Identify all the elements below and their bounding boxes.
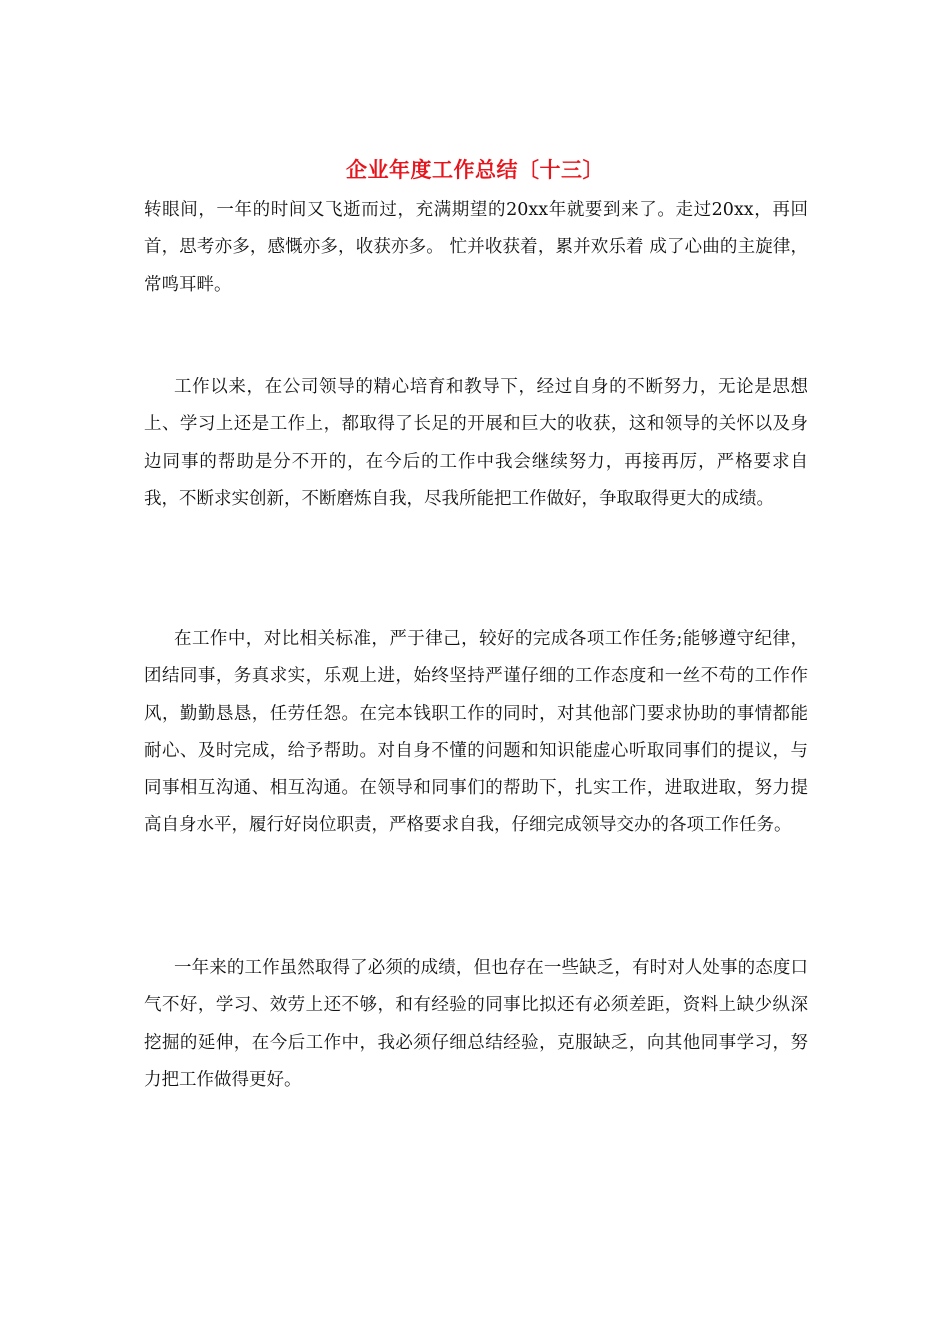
- document-title: 企业年度工作总结〔十三〕: [346, 157, 604, 182]
- paragraph-work-progress: 工作以来，在公司领导的精心培育和教导下，经过自身的不断努力，无论是思想上、学习上还是工作上，都取得了长足的开展和巨大的收获，这和领导的关怀以及身边同事的帮助是分不开的，在今后的工作中我会继续努力，再接再厉，严格要求自我，不断求实创新，不断磨炼自我，尽我所能把工作做好，争取取得更大的成绩。: [144, 377, 808, 509]
- paragraph-intro: 转眼间，一年的时间又飞逝而过，充满期望的20xx年就要到来了。走过20xx，再回首，思考亦多，感慨亦多，收获亦多。 忙并收获着，累并欢乐着 成了心曲的主旋律，常鸣耳畔。: [144, 200, 808, 295]
- paragraph-shortcomings: 一年来的工作虽然取得了必须的成绩，但也存在一些缺乏，有时对人处事的态度口气不好，学习、效劳上还不够，和有经验的同事比拟还有必须差距，资料上缺少纵深挖掘的延伸，在今后工作中，我必须仔细总结经验，克服缺乏，向其他同事学习，努力把工作做得更好。: [144, 958, 808, 1090]
- paragraph-work-conduct: 在工作中，对比相关标准，严于律己，较好的完成各项工作任务;能够遵守纪律，团结同事，务真求实，乐观上进，始终坚持严谨仔细的工作态度和一丝不苟的工作作风，勤勤恳恳，任劳任怨。在完本钱职工作的同时，对其他部门要求协助的事情都能耐心、及时完成，给予帮助。对自身不懂的问题和知识能虚心听取同事们的提议，与同事相互沟通、相互沟通。在领导和同事们的帮助下，扎实工作，进取进取，努力提高自身水平，履行好岗位职责，严格要求自我，仔细完成领导交办的各项工作任务。: [144, 629, 808, 836]
